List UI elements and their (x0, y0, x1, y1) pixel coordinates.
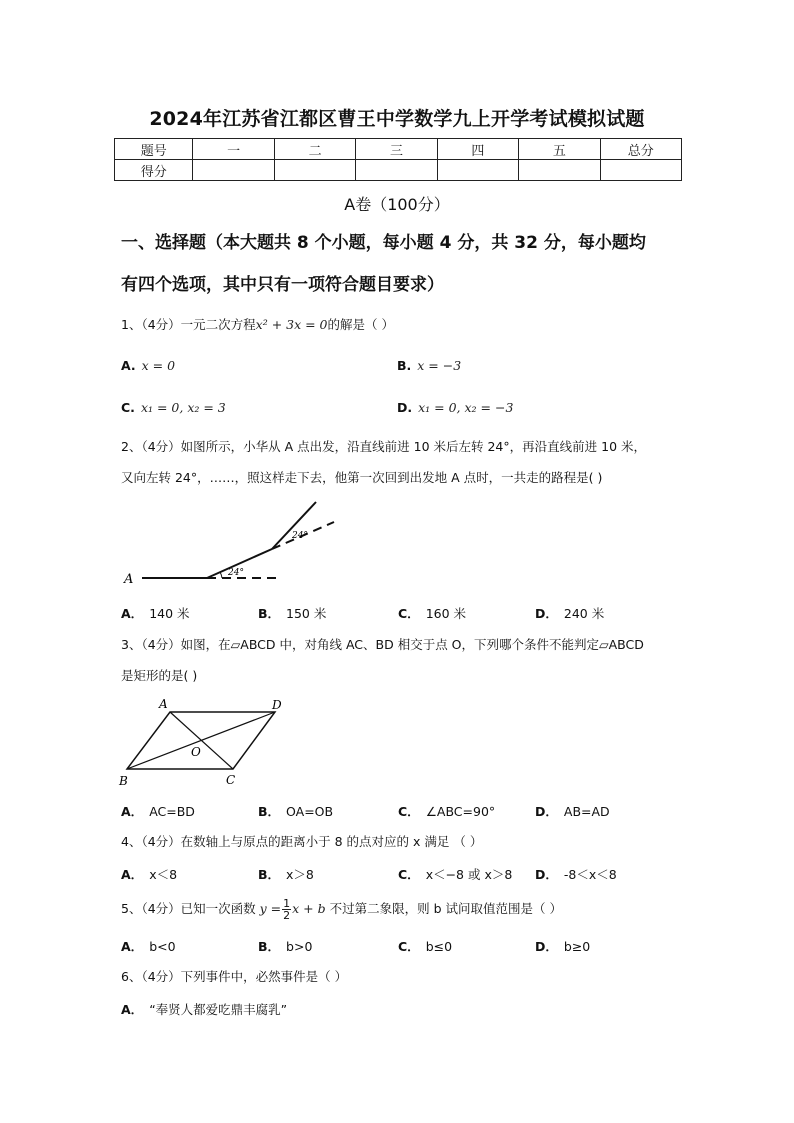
option-text: x＜8 (149, 867, 178, 882)
score-header-cell: 四 (437, 139, 518, 160)
score-header-cell: 五 (519, 139, 600, 160)
q1-option-c[interactable] (121, 400, 226, 415)
option-label: D． (535, 606, 558, 621)
option-text: x₁ = 0, x₂ = −3 (418, 400, 514, 415)
option-text: 160 米 (425, 606, 467, 621)
q2-angle-arc-1 (220, 572, 222, 578)
option-text: AB=AD (563, 804, 610, 819)
q3-vertex-b-label: B (119, 774, 128, 788)
score-header-cell: 二 (274, 139, 355, 160)
question-2-line2: 又向左转 24°，……，照这样走下去，他第一次回到出发地 A 点时，一共走的路程是( ) (121, 470, 603, 485)
option-label: C． (398, 867, 420, 882)
score-table (114, 138, 682, 181)
score-table-score-row (115, 160, 682, 181)
option-label: C． (398, 939, 420, 954)
option-text: “奉贤人都爱吃鼎丰腐乳” (149, 1002, 288, 1017)
option-text: 140 米 (149, 606, 190, 621)
score-header-cell: 总分 (600, 139, 681, 160)
option-text: x₁ = 0, x₂ = 3 (140, 400, 226, 415)
question-3-line2: 是矩形的是( ) (121, 668, 198, 683)
option-label: D. (397, 400, 413, 415)
question-3-line1: 3、（4分）如图，在▱ABCD 中，对角线 AC、BD 相交于点 O，下列哪个条件不能判定▱ABCD (121, 637, 644, 652)
option-label: A． (121, 939, 144, 954)
q3-center-o-label: O (191, 745, 201, 759)
score-header-cell: 题号 (115, 139, 193, 160)
q1-option-b[interactable] (397, 358, 461, 373)
q1-equation: x² + 3x = 0 (255, 317, 328, 332)
option-text: b<0 (149, 939, 176, 954)
q4-option-b[interactable] (258, 865, 314, 883)
q1-option-a[interactable] (121, 358, 175, 373)
score-cell (600, 160, 681, 181)
option-label: B． (258, 606, 281, 621)
option-text: x = −3 (417, 358, 462, 373)
q5-option-b[interactable] (258, 937, 312, 955)
question-2-line1: 2、（4分）如图所示，小华从 A 点出发，沿直线前进 10 米后左转 24°，再沿直线前进 10 米， (121, 439, 646, 454)
score-row-label: 得分 (115, 160, 193, 181)
option-label: A. (121, 358, 136, 373)
option-label: D． (535, 804, 558, 819)
q5-fraction-numerator: 1 (283, 897, 291, 910)
question-1-stem (121, 316, 691, 334)
option-label: B． (258, 867, 281, 882)
q1-prefix: 1、（4分）一元二次方程 (121, 317, 256, 332)
option-label: B． (258, 939, 281, 954)
q2-option-d[interactable] (535, 604, 604, 622)
q2-option-b[interactable] (258, 604, 326, 622)
q3-vertex-d-label: D (272, 698, 282, 712)
option-text: 240 米 (563, 606, 605, 621)
q2-angle-label-1: 24° (228, 568, 244, 578)
q4-option-c[interactable] (398, 865, 512, 883)
option-text: x＞8 (286, 867, 314, 882)
score-header-cell: 三 (356, 139, 437, 160)
part-heading-line2: 有四个选项，其中只有一项符合题目要求） (121, 275, 444, 295)
q1-option-d[interactable] (397, 400, 513, 415)
q3-option-b[interactable] (258, 802, 333, 820)
q4-option-d[interactable] (535, 865, 617, 883)
q3-option-c[interactable] (398, 802, 495, 820)
option-text: b≥0 (563, 939, 591, 954)
score-cell (437, 160, 518, 181)
option-text: OA=OB (286, 804, 334, 819)
q3-vertex-a-label: A (159, 697, 168, 711)
score-header-cell: 一 (193, 139, 274, 160)
option-label: C． (398, 606, 420, 621)
option-label: A． (121, 867, 144, 882)
exam-title: 2024年江苏省江都区曹王中学数学九上开学考试模拟试题 (149, 108, 645, 130)
q3-option-a[interactable] (121, 802, 195, 820)
section-a-heading: A卷（100分） (344, 195, 450, 214)
q3-vertex-c-label: C (226, 773, 236, 787)
option-label: B. (397, 358, 412, 373)
option-label: D． (535, 939, 558, 954)
q5-equation-rest: x + b (292, 901, 326, 916)
q2-option-a[interactable] (121, 604, 190, 622)
option-label: A． (121, 606, 144, 621)
q5-fraction (282, 898, 291, 921)
option-text: -8＜x＜8 (563, 867, 617, 882)
q3-parallelogram-figure (115, 695, 295, 795)
q5-prefix: 5、（4分）已知一次函数 (121, 901, 256, 916)
option-label: D． (535, 867, 558, 882)
q5-fraction-denominator: 2 (283, 909, 291, 922)
option-label: B． (258, 804, 281, 819)
option-label: A． (121, 804, 144, 819)
score-cell (274, 160, 355, 181)
part-heading-line1: 一、选择题（本大题共 8 个小题，每小题 4 分，共 32 分，每小题均 (121, 233, 646, 253)
score-cell (519, 160, 600, 181)
q4-option-a[interactable] (121, 865, 177, 883)
option-text: x = 0 (141, 358, 176, 373)
q6-option-a[interactable] (121, 1000, 287, 1018)
score-cell (193, 160, 274, 181)
option-label: C． (398, 804, 420, 819)
score-table-header-row (115, 139, 682, 160)
option-label: A． (121, 1002, 144, 1017)
q2-third-segment (272, 502, 316, 549)
q5-suffix: 不过第二象限，则 b 试问取值范围是（ ） (329, 901, 562, 916)
option-text: AC=BD (149, 804, 195, 819)
q2-walking-path-figure (120, 495, 350, 595)
option-text: x＜−8 或 x＞8 (425, 867, 513, 882)
q5-option-d[interactable] (535, 937, 590, 955)
option-text: b>0 (286, 939, 313, 954)
question-5-stem (121, 898, 691, 921)
question-4-stem: 4、（4分）在数轴上与原点的距离小于 8 的点对应的 x 满足 （ ） (121, 834, 483, 849)
q5-option-c[interactable] (398, 937, 452, 955)
q5-equation-y: y = (259, 901, 282, 916)
question-6-stem: 6、（4分）下列事件中，必然事件是（ ） (121, 969, 348, 984)
q2-point-a-label: A (124, 572, 134, 587)
q2-angle-label-2: 24° (292, 531, 308, 541)
q2-option-c[interactable] (398, 604, 466, 622)
q5-option-a[interactable] (121, 937, 176, 955)
q3-option-d[interactable] (535, 802, 610, 820)
option-text: ∠ABC=90° (425, 804, 496, 819)
q1-suffix: 的解是（ ） (327, 317, 394, 332)
score-cell (356, 160, 437, 181)
option-text: b≤0 (425, 939, 453, 954)
option-text: 150 米 (286, 606, 327, 621)
option-label: C. (121, 400, 135, 415)
